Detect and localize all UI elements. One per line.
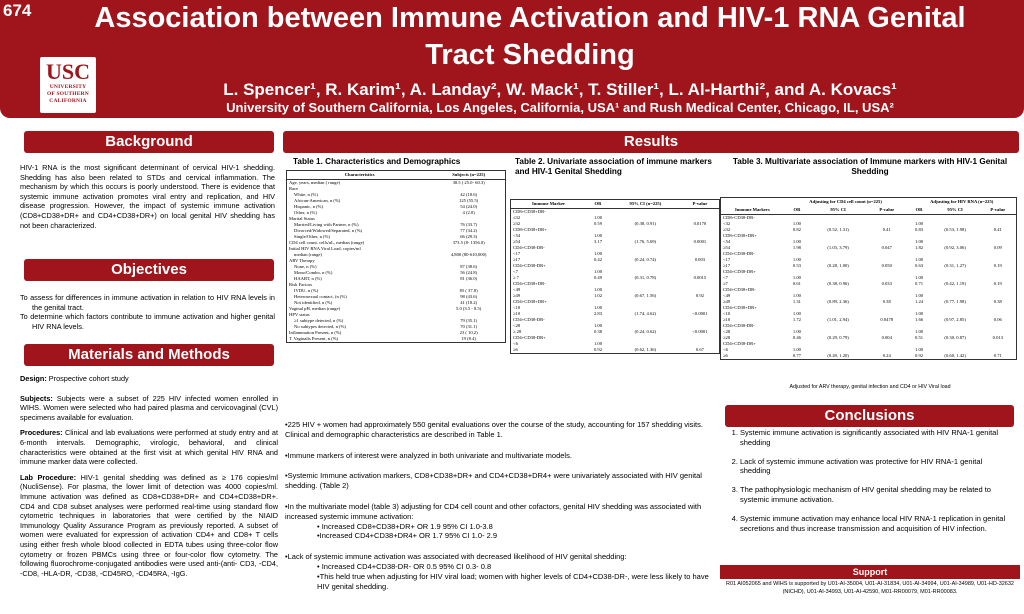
design-label: Design: xyxy=(20,374,47,383)
table-cell: Not identified, n (%) xyxy=(294,300,333,305)
table-cell: (0.62, 1.36) xyxy=(634,347,657,352)
table-cell: <28 xyxy=(723,329,731,334)
table-cell: ≥54 xyxy=(723,245,731,250)
table-cell: Married/Living with Partner, n (%) xyxy=(294,222,359,227)
table-cell: 85 ( 37.8) xyxy=(459,288,478,293)
table-cell: 0.047 xyxy=(881,245,892,250)
table-cell: 77 (34.2) xyxy=(460,228,478,233)
table-cell: 1.00 xyxy=(593,215,602,220)
table-cell: (0.28, 1.00) xyxy=(827,263,849,268)
table-cell: Age, years, median ( range) xyxy=(289,180,341,185)
table-cell: T. Vaginalis Present, n (%) xyxy=(289,336,339,341)
table-cell: CD4+CD38+DR- xyxy=(723,287,756,292)
table-cell: 1.00 xyxy=(915,293,924,298)
logo-usc: USC xyxy=(45,59,90,84)
table-cell: 0.83 xyxy=(915,227,924,232)
table-cell: ≥32 xyxy=(513,221,521,226)
table-cell: ≤32 xyxy=(513,215,521,220)
table-cell: CD8+CD38+DR+ xyxy=(513,227,547,232)
table-cell: <17 xyxy=(513,251,521,256)
table-cell: 98 (43.6) xyxy=(460,294,478,299)
table-cell: 0.38 xyxy=(882,299,891,304)
results-subitem: • Increased CD8+CD38+DR+ OR 1.9 95% CI 1.0-3.8 xyxy=(317,521,493,531)
table-group-header: Adjusting for CD4 cell count (n=225) xyxy=(809,199,882,204)
table-cell: 0.38 xyxy=(993,299,1002,304)
table-cell: 1.00 xyxy=(593,233,602,238)
results-item xyxy=(285,502,715,541)
table-cell: Risk Factors xyxy=(289,282,313,287)
table-cell: 54 (24.0) xyxy=(460,204,478,209)
table-cell: ≥49 xyxy=(723,299,731,304)
background-heading: Background xyxy=(24,131,274,153)
table2 xyxy=(510,199,720,354)
table-cell: 0.09 xyxy=(993,245,1002,250)
table-cell: CD4 cell count, cells/uL, median (range) xyxy=(289,240,365,245)
table-cell: ≥1 subtype detected, n (%) xyxy=(294,318,344,323)
table-header: OR xyxy=(586,200,610,209)
table-cell: 1.00 xyxy=(593,269,602,274)
table-cell: CD4+CD38-DR+ xyxy=(513,263,546,268)
table-cell: 0.013 xyxy=(992,335,1003,340)
table-cell: Other, n (%) xyxy=(294,210,317,215)
table-group-header xyxy=(721,198,784,206)
conclusions-heading: Conclusions xyxy=(725,405,1014,427)
table-cell: (0.67, 1.56) xyxy=(634,293,657,298)
table-cell: 0.24 xyxy=(882,353,891,358)
subjects-label: Subjects: xyxy=(20,393,53,403)
table-cell: 0.41 xyxy=(993,227,1002,232)
table-cell: 56 (24.8) xyxy=(460,270,478,275)
table-cell: 2.83 xyxy=(593,311,602,316)
results-item-text: •Lack of systemic immune activation was associated with decreased likelihood of HIV genital shedding: xyxy=(285,552,627,562)
results-item-text: •225 HIV + women had approximately 550 genital evaluations over the course of the study, accounting for 157 shedding visits. Clinical and demographic characteristics are described in Table 1. xyxy=(285,420,703,439)
table-row xyxy=(287,336,505,342)
table-cell: Race xyxy=(289,186,299,191)
table-header: Subjects (n=225) xyxy=(432,171,505,180)
lab-label: Lab Procedure: xyxy=(20,472,77,482)
table-group-header: Adjusting for HIV RNA (n=225) xyxy=(930,199,994,204)
table-cell: 41 (18.2) xyxy=(460,300,478,305)
table-cell: Mono/Combo, n (%) xyxy=(294,270,333,275)
table-cell: <49 xyxy=(723,293,731,298)
objective-item: To determine which factors contribute to immune activation and higher genital HIV RNA levels. xyxy=(20,312,275,331)
table-cell: 373.5 (8- 1356.0) xyxy=(452,240,485,245)
table-cell: 0.67 xyxy=(695,347,704,352)
affiliation: University of Southern California, Los Angeles, California, USA¹ and Rush Medical Center, Chicago, IL, USA² xyxy=(226,100,894,115)
results-item-text: •Immune markers of interest were analyzed in both univariate and multivariate models. xyxy=(285,450,572,460)
table-row xyxy=(721,353,1016,359)
logo-line: UNIVERSITY xyxy=(49,84,87,90)
table-cell: Heterosexual contact, (n (%) xyxy=(294,294,347,299)
results-subitem: • Increased CD4+CD38-DR- OR 0.5 95% CI 0.3- 0.8 xyxy=(317,561,492,571)
table-cell: 66 (29.3) xyxy=(460,234,478,239)
table-cell: ≥ 7 xyxy=(513,275,519,280)
table-cell: (0.24, 0.74) xyxy=(634,257,657,262)
table-cell: ≥17 xyxy=(513,257,521,262)
results-item-text: •In the multivariate model (table 3) adjusting for CD4 cell count and other cofactors, genital HIV shedding was associated with increased systemic immune activation: xyxy=(285,501,702,521)
table-cell: <6 xyxy=(513,341,518,346)
table-cell: 125 (55.5) xyxy=(459,198,479,203)
table-cell: <0.0001 xyxy=(692,329,708,334)
table-cell: CD4+CD38-DR- xyxy=(723,251,755,256)
table-cell: African-American, n (%) xyxy=(294,198,341,203)
table-cell: CD4+CD38-DR+ xyxy=(723,341,756,346)
table-cell: ARV Therapy xyxy=(289,258,315,263)
table1-caption: Table 1. Characteristics and Demographics xyxy=(293,157,461,166)
table-cell: 70 (31.1) xyxy=(460,324,478,329)
table-cell: 0.92 xyxy=(695,293,704,298)
conclusion-item: 3. The pathophysiologic mechanism of HIV genital shedding may be related to systemic immune activation. xyxy=(740,485,1011,505)
table-cell: ≥7 xyxy=(723,281,728,286)
table-cell: 0.003 xyxy=(694,257,706,262)
table-cell: 0.49 xyxy=(593,275,602,280)
table-cell: (1.74, 4.62) xyxy=(634,311,657,316)
table-cell: <10 xyxy=(723,311,731,316)
table-cell: 1.82 xyxy=(915,245,924,250)
table-cell: (1.76, 5.69) xyxy=(634,239,657,244)
table-cell: 1.00 xyxy=(593,323,602,328)
table-cell: <0.0001 xyxy=(692,311,708,316)
table-cell: 42 (18.6) xyxy=(460,192,478,197)
results-item xyxy=(285,552,715,591)
table-cell: (0.97, 2.85) xyxy=(944,317,966,322)
table-cell: 1.02 xyxy=(593,293,602,298)
table-cell: ≥6 xyxy=(723,353,728,358)
table-cell: 0.77 xyxy=(792,353,801,358)
table-cell: Vaginal pH, median (range) xyxy=(289,306,341,311)
authors: L. Spencer¹, R. Karim¹, A. Landay², W. Mack¹, T. Stiller¹, L. Al-Harthi², and A. Kovacs¹ xyxy=(223,80,897,99)
table-header: 95% CI xyxy=(810,206,866,215)
table-cell: (0.52, 1.31) xyxy=(827,227,849,232)
table-cell: <6 xyxy=(723,347,728,352)
table-cell: CD4+CD38-DR- xyxy=(513,317,545,322)
table-cell: 1.00 xyxy=(792,329,801,334)
methods-heading: Materials and Methods xyxy=(24,344,274,366)
table-cell: CD4+CD38+DR- xyxy=(513,281,546,286)
table-cell: 1.00 xyxy=(915,347,924,352)
table-cell: HPV status xyxy=(289,312,310,317)
table-cell: CD8+CD38+DR- xyxy=(513,209,546,214)
table-cell: (0.53, 1.98) xyxy=(944,227,966,232)
table-cell: CD4+CD38-DR- xyxy=(513,245,545,250)
table-cell: None, n (%) xyxy=(294,264,317,269)
table-cell: <17 xyxy=(723,257,731,262)
subjects-text: Subjects were a subset of 225 HIV infected women enrolled in WIHS. Women were selected who had paired plasma and cervicovaginal (CVL) specimens available for evaluation. xyxy=(20,393,278,422)
support-heading: Support xyxy=(720,565,1020,579)
table-cell: 0.38 xyxy=(593,329,602,334)
table-cell: 19 (8.4) xyxy=(461,336,476,341)
table-cell: 1.00 xyxy=(915,239,924,244)
table-cell: 4,800 (80-610,000) xyxy=(450,252,487,257)
table-cell: ≥32 xyxy=(723,227,731,232)
table-cell: CD4+CD38+DR+ xyxy=(723,305,757,310)
table-cell: 0.004 xyxy=(881,335,892,340)
table3-caption: Table 3. Multivariate association of Immune markers with HIV-1 Genital Shedding xyxy=(732,157,1008,176)
poster-number: 674 xyxy=(3,1,32,20)
results-subitem: •Increased CD4+CD38+DR4+ OR 1.7 95% CI 1.0- 2.9 xyxy=(317,531,498,541)
table-header: P-value xyxy=(980,206,1016,215)
table-cell: 1.00 xyxy=(792,347,801,352)
table-cell: 1.00 xyxy=(593,305,602,310)
table-header: Immune Marker xyxy=(511,200,586,209)
table-cell: (0.38, 0.91) xyxy=(634,221,657,226)
table-cell: 0.59 xyxy=(593,221,602,226)
table3 xyxy=(720,197,1017,360)
table-cell: 1.00 xyxy=(915,257,924,262)
table-cell: (0.49, 1.20) xyxy=(827,353,849,358)
table-cell: (1.03, 3.79) xyxy=(827,245,849,250)
table-cell: ≥28 xyxy=(723,335,731,340)
table-cell: 3.17 xyxy=(593,239,602,244)
procedures-label: Procedures: xyxy=(20,428,63,438)
procedures-text: Clinical and lab evaluations were performed at study entry and at 6-month intervals. Demographic, virologic, behavioral, and clinical characteristics were obtained at the first visit at which genital HIV RNA and immune marker data were collected. xyxy=(20,428,279,467)
table-cell: 0.71 xyxy=(993,353,1002,358)
table-cell: 0.06 xyxy=(993,317,1002,322)
table-cell: 0.42 xyxy=(593,257,602,262)
table-cell: 23 ( 10.2) xyxy=(459,330,478,335)
table-cell: 0.61 xyxy=(792,281,801,286)
table-cell: (0.31, 1.27) xyxy=(944,263,966,268)
table-cell: 1.24 xyxy=(915,299,924,304)
table-cell: (0.24, 0.62) xyxy=(634,329,657,334)
conclusion-item: 2. Lack of systemic immune activation was protective for HIV RNA-1 genital shedding xyxy=(740,457,1011,477)
table-cell: (0.30, 0.87) xyxy=(944,335,966,340)
table-cell: 79 (35.1) xyxy=(460,318,478,323)
table1 xyxy=(286,170,506,343)
table-cell: Hispanic, n (%) xyxy=(294,204,323,209)
table-cell: 0.92 xyxy=(915,353,924,358)
table-cell: ≥ 28 xyxy=(513,329,522,334)
table-cell: CD4+CD38-DR+ xyxy=(723,269,756,274)
table-header: Characteristics xyxy=(287,171,432,180)
table-cell: CD4+CD38-DR- xyxy=(723,323,755,328)
table-cell: ≥17 xyxy=(723,263,731,268)
objectives-heading: Objectives xyxy=(24,259,274,281)
table-cell: 0.71 xyxy=(915,281,924,286)
background-text: HIV-1 RNA is the most significant determinant of cervical HIV-1 shedding. Shedding has also been related to STDs and cervical inflammation. The mechanism by which this occurs is poorly understood. There is evidence that systemic immune activation promotes viral entry and replication, and HIV disease progression. However, the impact of systemic immune activation (CD8+CD38+DR+ and CD4+CD38+DR+) on local genital HIV shedding has not been characterized. xyxy=(20,163,275,230)
table-cell: CD8+CD38+DR+ xyxy=(723,233,757,238)
table-cell: CD8+CD38-DR- xyxy=(723,215,755,220)
support-text: R01 AI052065 and WIHS is supported by U01-AI-35004, U01-AI-31834, U01-AI-34994, U01-AI-34989, U01-HD-32632 (NICHD), U01-AI-34993, U01-AI-42590, M01-RR00079, M01-RR00083. xyxy=(725,581,1014,595)
table-cell: Initial HIV RNA Viral Load, copies/ml xyxy=(289,246,361,251)
table-header: OR xyxy=(907,206,930,215)
table-cell: (0.31, 0.78) xyxy=(634,275,657,280)
table-cell: <28 xyxy=(513,323,521,328)
table-cell: 0.0015 xyxy=(693,275,707,280)
table-cell: 76 (33.7) xyxy=(460,222,478,227)
results-item xyxy=(285,420,715,440)
table-cell: 0.0001 xyxy=(693,239,707,244)
table-cell: 1.00 xyxy=(792,311,801,316)
table-cell: 1.66 xyxy=(915,317,924,322)
table-cell: <7 xyxy=(723,275,728,280)
table-cell: Marital Status xyxy=(289,216,315,221)
table-header: 95% CI xyxy=(931,206,980,215)
table-cell: 38.5 ( 25.0- 60.3) xyxy=(452,180,485,185)
table-cell: 1.31 xyxy=(792,299,801,304)
table-row xyxy=(511,347,719,353)
lab-text: HIV-1 genital shedding was defined as ≥ 176 copies/ml (NucliSense). For plasma, the lower limit of detection was 4000 copies/ml. Immune activation was defined as CD8+CD38+DR+ and CD4+CD38+DR+. CD4 and CD8 subset analyses were performed real-time using standard flow cytometric techniques in laboratories that were certified by the NIAID Immunology Quality Assurance Program as previously reported. A subset of women were evaluated for expression of activation CD4+ and CD8+ T cells using either fresh whole blood collected in EDTA tubes using three-color flow cytometry or frozen PBMCs using three or four-color flow cytometry. The following fluorochrome-conjugated antibodies were used anti-(anti- CD3, -CD4, -CD8, -HLA-DR, -CD38, -CD45RO, -CD45RA, -IgG. xyxy=(20,472,278,578)
table-cell: (0.29, 0.79) xyxy=(827,335,849,340)
table-cell: 1.00 xyxy=(792,239,801,244)
table-cell: 5.0 (3.5 - 8.5) xyxy=(456,306,482,311)
table-cell: 1.00 xyxy=(915,221,924,226)
poster-title: Association between Immune Activation and HIV-1 RNA Genital Tract Shedding xyxy=(94,2,966,71)
table-cell: 81 (36.0) xyxy=(460,276,478,281)
table-cell: <10 xyxy=(513,305,521,310)
table-cell: 1.00 xyxy=(593,251,602,256)
table-cell: ≥10 xyxy=(513,311,521,316)
table-cell: 0.41 xyxy=(882,227,891,232)
table-cell: ≥6 xyxy=(513,347,518,352)
table-cell: Inflammation Present, n (%) xyxy=(289,330,342,335)
table-cell: 0.033 xyxy=(881,281,892,286)
table-cell: ≥49 xyxy=(513,293,521,298)
table-cell: <7 xyxy=(513,269,518,274)
table-cell: 1.00 xyxy=(593,287,602,292)
table-cell: 87 (38.6) xyxy=(460,264,478,269)
conclusion-item: 1. Systemic immune activation is significantly associated with HIV RNA-1 genital shedding xyxy=(740,428,1011,448)
table-cell: median (range) xyxy=(294,252,322,257)
objective-item: To assess for differences in immune activation in relation to HIV RNA levels in the genital tract. xyxy=(20,293,275,312)
table-cell: (0.60, 1.42) xyxy=(944,353,966,358)
table-header: 95% CI (n=225) xyxy=(610,200,681,209)
table-cell: HAART, n (%) xyxy=(294,276,322,281)
logo-line: CALIFORNIA xyxy=(49,98,87,104)
table-cell: CD4+CD38+DR+ xyxy=(513,299,547,304)
table-cell: 0.050 xyxy=(881,263,892,268)
table-cell: (0.42, 1.19) xyxy=(944,281,966,286)
table-cell: 1.00 xyxy=(792,221,801,226)
results-item xyxy=(285,451,715,461)
table-cell: No subtypes detected, n (%) xyxy=(294,324,346,329)
table-cell: 1.72 xyxy=(792,317,801,322)
table-cell: Single/Other, n (%) xyxy=(294,234,330,239)
table-header: Immune Markers xyxy=(721,206,784,215)
table-cell: 1.00 xyxy=(792,257,801,262)
table-cell: (0.38, 0.96) xyxy=(827,281,849,286)
table-cell: 0.51 xyxy=(915,335,924,340)
table-cell: 1.98 xyxy=(792,245,801,250)
table-cell: 0.0170 xyxy=(693,221,707,226)
table-header: OR xyxy=(784,206,810,215)
table-cell: <49 xyxy=(513,287,521,292)
table-cell: 0.92 xyxy=(593,347,602,352)
table-header: P-value xyxy=(866,206,907,215)
table-cell: <54 xyxy=(513,233,521,238)
table-cell: White, n (%) xyxy=(294,192,318,197)
table-cell: 1.00 xyxy=(792,293,801,298)
table-cell: 0.19 xyxy=(993,281,1002,286)
conclusions-list xyxy=(726,428,1011,542)
results-item xyxy=(285,471,715,491)
table2-caption: Table 2. Univariate association of immune markers and HIV-1 Genital Shedding xyxy=(515,157,712,176)
table-cell: (1.01, 2.94) xyxy=(827,317,849,322)
table-cell: Divorced/Widowed/Separated, n (%) xyxy=(294,228,363,233)
table-cell: 0.46 xyxy=(792,335,801,340)
table-cell: 0.0478 xyxy=(880,317,894,322)
table-cell: IVDU, n (%) xyxy=(294,288,319,293)
table-cell: <54 xyxy=(723,239,731,244)
table-cell: 0.63 xyxy=(915,263,924,268)
table-cell: 1.00 xyxy=(792,275,801,280)
design-text: Prospective cohort study xyxy=(48,374,129,383)
table-cell: 0.82 xyxy=(792,227,801,232)
results-text xyxy=(285,420,715,602)
header-banner xyxy=(0,0,1024,118)
methods-text xyxy=(20,374,278,578)
logo-line: OF SOUTHERN xyxy=(47,91,89,97)
table-cell: 4 (2.0) xyxy=(462,210,475,215)
table-cell: 1.00 xyxy=(915,329,924,334)
table-cell: 1.00 xyxy=(593,341,602,346)
table3-footnote: Adjusted for ARV therapy, genital infection and CD4 or HIV Viral load xyxy=(789,384,951,390)
table-cell: 0.19 xyxy=(993,263,1002,268)
table-cell: ≥10 xyxy=(723,317,731,322)
table-cell: (0.89, 2.36) xyxy=(827,299,849,304)
results-heading: Results xyxy=(283,131,1019,153)
objectives-list xyxy=(20,293,275,331)
conclusion-item: 4. Systemic immune activation may enhance local HIV RNA-1 replication in genital secretions and thus increase transmission and acquisition of HIV infection. xyxy=(740,514,1011,534)
results-item-text: •Systemic Immune activation markers, CD8+CD38+DR+ and CD4+CD38+DR4+ were univariately associated with HIV genital shedding. (Table 2) xyxy=(285,471,702,491)
table-header: P-value xyxy=(681,200,719,209)
table-cell: 0.53 xyxy=(792,263,801,268)
table-cell: (0.77, 1.98) xyxy=(944,299,966,304)
table-cell: ≥54 xyxy=(513,239,521,244)
table-cell: <32 xyxy=(723,221,731,226)
table-cell: CD4+CD38-DR+ xyxy=(513,335,546,340)
table-cell: 1.00 xyxy=(915,311,924,316)
table-cell: 1.00 xyxy=(915,275,924,280)
table-cell: (0.92, 3.06) xyxy=(944,245,966,250)
results-subitem: •This held true when adjusting for HIV viral load; women with higher levels of CD4+CD38-DR-, were less likely to have HIV genital shedding. xyxy=(317,571,709,591)
